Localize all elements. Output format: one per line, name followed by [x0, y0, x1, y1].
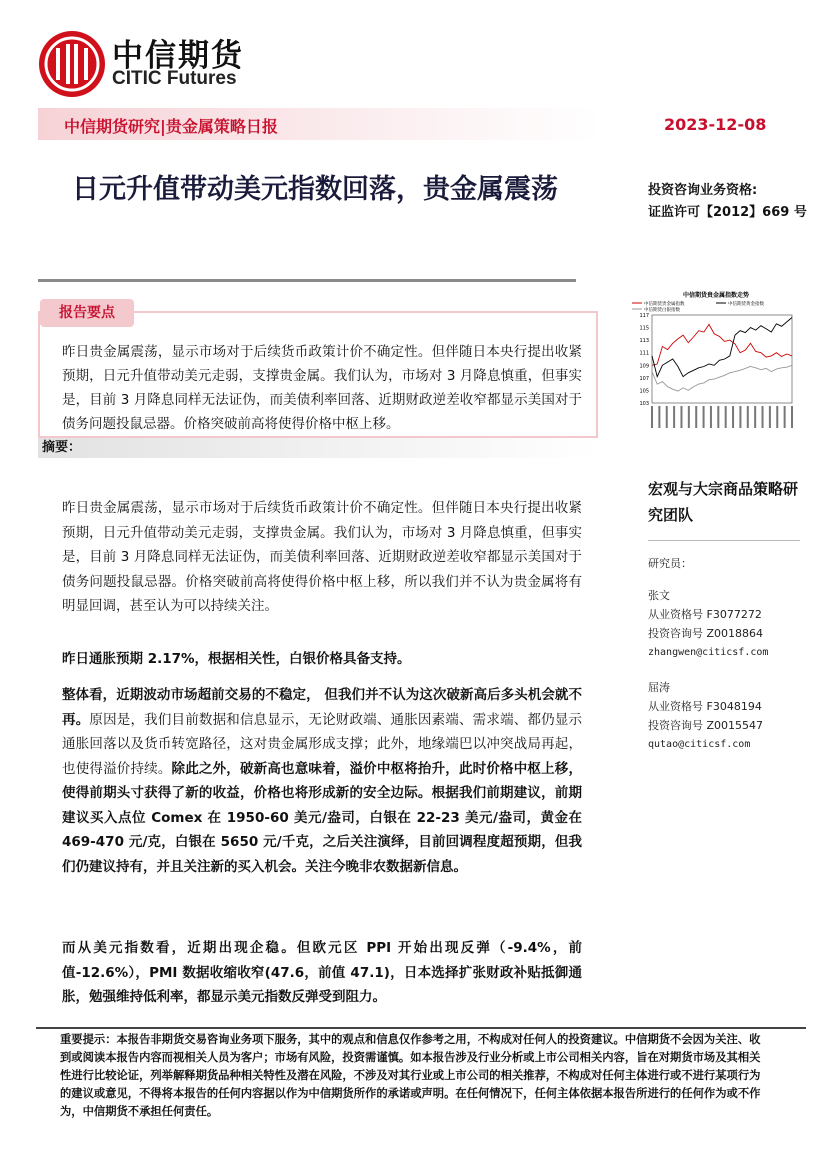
citic-logo-icon: [38, 30, 106, 98]
x-tick-label: [762, 406, 764, 428]
summary-paragraph-3: [62, 683, 582, 879]
legend-label: 中信期货黄金指数: [728, 302, 764, 307]
summary-label: 摘要：: [38, 438, 598, 458]
researcher-advisory: 投资咨询号 Z0015547: [648, 719, 764, 732]
precious-metals-chart: [628, 288, 803, 433]
researcher-advisory: 投资咨询号 Z0018864: [648, 627, 764, 640]
x-tick-label: [776, 406, 778, 428]
y-tick-label: 109: [639, 363, 649, 370]
x-tick-label: [725, 406, 727, 428]
y-tick-label: 113: [639, 338, 649, 345]
p3-bold-lead: 整体看，近期波动市场超前交易的不稳定， 但我们并不认为这次破新高后多头机会就不再。: [62, 687, 582, 728]
x-tick-label: [673, 406, 675, 428]
x-tick-label: [658, 406, 660, 428]
legend-label: 中信期货贵金属指数: [644, 302, 685, 307]
p3-bold-advice: 除此之外，破新高也意味着，溢价中枢将抬升，此时价格中枢上移，使得前期头寸获得了新的收益，价格也将形成新的安全边际。根据我们前期建议，前期建议买入点位 Comex 在 1950-60 美元/盎司，白银在 22-23 美元/盎司，黄金在 469-470 元/克，白银在 5650 元/千克，之后关注演绎，目前回调程度超预期，但我们仍建议持有，并且关注新的买入机会。关注今晚非农数据新信息。: [62, 760, 583, 875]
report-series: 中信期货研究|贵金属策略日报: [64, 117, 278, 136]
divider: [648, 540, 800, 541]
x-tick-label: [769, 406, 771, 428]
key-points-text: 昨日贵金属震荡，显示市场对于后续货币政策计价不确定性。但伴随日本央行提出收紧预期，日元升值带动美元走弱，支撑贵金属。我们认为，市场对 3 月降息慎重，但事实是，目前 3 月降息同样无法证伪，而美债利率回落、近期财政逆差收窄都显示美国对于债务问题投鼠忌器。价格突破前高将使得价格中枢上移。: [62, 344, 582, 432]
x-tick-label: [710, 406, 712, 428]
y-tick-label: 105: [639, 388, 649, 395]
report-series-bar: [38, 108, 600, 140]
divider: [38, 279, 576, 282]
qualification-license: 证监许可【2012】669 号: [648, 205, 807, 220]
logo-text-en: CITIC Futures: [112, 68, 237, 89]
y-tick-label: 115: [639, 325, 649, 332]
summary-paragraph-1: 昨日贵金属震荡，显示市场对于后续货币政策计价不确定性。但伴随日本央行提出收紧预期，日元升值带动美元走弱，支撑贵金属。我们认为，市场对 3 月降息慎重，但事实是，目前 3 月降息同样无法证伪，而美债利率回落、近期财政逆差收窄都显示美国对于债务问题投鼠忌器。价格突破前高将使得价格中枢上移，所以我们并不认为贵金属将有明显回调，甚至认为可以持续关注。: [62, 500, 582, 614]
logo-text-cn: 中信期货: [112, 38, 244, 74]
divider: [36, 1027, 806, 1029]
team-name: 宏观与大宗商品策略研究团队: [648, 480, 799, 524]
researcher-license: 从业资格号 F3048194: [648, 700, 762, 713]
researcher-email[interactable]: zhangwen@citicsf.com: [648, 647, 769, 658]
y-tick-label: 103: [639, 401, 649, 407]
x-tick-label: [791, 406, 793, 428]
summary-paragraph-2: 昨日通胀预期 2.17%，根据相关性，白银价格具备支持。: [62, 651, 411, 667]
disclaimer: 重要提示：本报告非期货交易咨询业务项下服务，其中的观点和信息仅作参考之用，不构成对任何人的投资建议。中信期货不会因为关注、收到或阅读本报告内容而视相关人员为客户；市场有风险，投资需谨慎。如本报告涉及行业分析或上市公司相关内容，旨在对期货市场及其相关性进行比较论证，列举解释期货品种相关特性及潜在风险，不涉及对其行业或上市公司的相关推荐，不构成对任何主体进行或不进行某项行为的建议或意见，不得将本报告的任何内容据以作为中信期货所作的承诺或声明。在任何情况下，任何主体依据本报告所进行的任何作为或不作为，中信期货不承担任何责任。: [60, 1033, 761, 1118]
researcher-name: 张文: [648, 589, 670, 602]
qualification-label: 投资咨询业务资格:: [648, 183, 758, 198]
qualification: [648, 180, 807, 224]
y-tick-label: 111: [639, 350, 649, 357]
y-tick-label: 107: [639, 375, 649, 382]
chart-title: 中信期货贵金属指数走势: [682, 292, 750, 299]
key-points-label: 报告要点: [40, 299, 134, 327]
x-tick-label: [754, 406, 756, 428]
researcher-card: [648, 678, 763, 754]
researcher-license: 从业资格号 F3077272: [648, 608, 762, 621]
p3-reason: 原因是，我们目前数据和信息显示，无论财政端、通胀因素端、需求端、都仍显示通胀回落以及货币转宽路径，这对贵金属形成支撑；此外，地缘端巴以冲突战局再起，也使得溢价持续。: [62, 711, 583, 777]
researcher-email[interactable]: qutao@citicsf.com: [648, 739, 751, 750]
researchers-label: 研究员：: [648, 557, 692, 570]
x-tick-label: [695, 406, 697, 428]
report-title: 日元升值带动美元指数回落，贵金属震荡: [72, 174, 558, 205]
x-tick-label: [747, 406, 749, 428]
x-tick-label: [651, 406, 653, 428]
series-line: [652, 318, 792, 377]
x-tick-label: [717, 406, 719, 428]
legend-label: 中信期货白银指数: [644, 308, 680, 313]
x-tick-label: [703, 406, 705, 428]
series-line: [652, 365, 792, 391]
summary-paragraph-4: 而从美元指数看，近期出现企稳。但欧元区 PPI 开始出现反弹（-9.4%，前值-12.6%），PMI 数据收缩收窄(47.6，前值 47.1)，日本选择扩张财政补贴抵御通胀，勉强维持低利率，都显示美元指数反弹受到阻力。: [62, 940, 582, 1005]
x-tick-label: [688, 406, 690, 428]
x-tick-label: [732, 406, 734, 428]
x-tick-label: [680, 406, 682, 428]
researcher-card: [648, 586, 768, 662]
report-date: 2023-12-08: [664, 115, 767, 134]
x-tick-label: [739, 406, 741, 428]
y-tick-label: 117: [639, 313, 649, 319]
researcher-name: 屈涛: [648, 681, 670, 694]
x-tick-label: [784, 406, 786, 428]
x-tick-label: [666, 406, 668, 428]
